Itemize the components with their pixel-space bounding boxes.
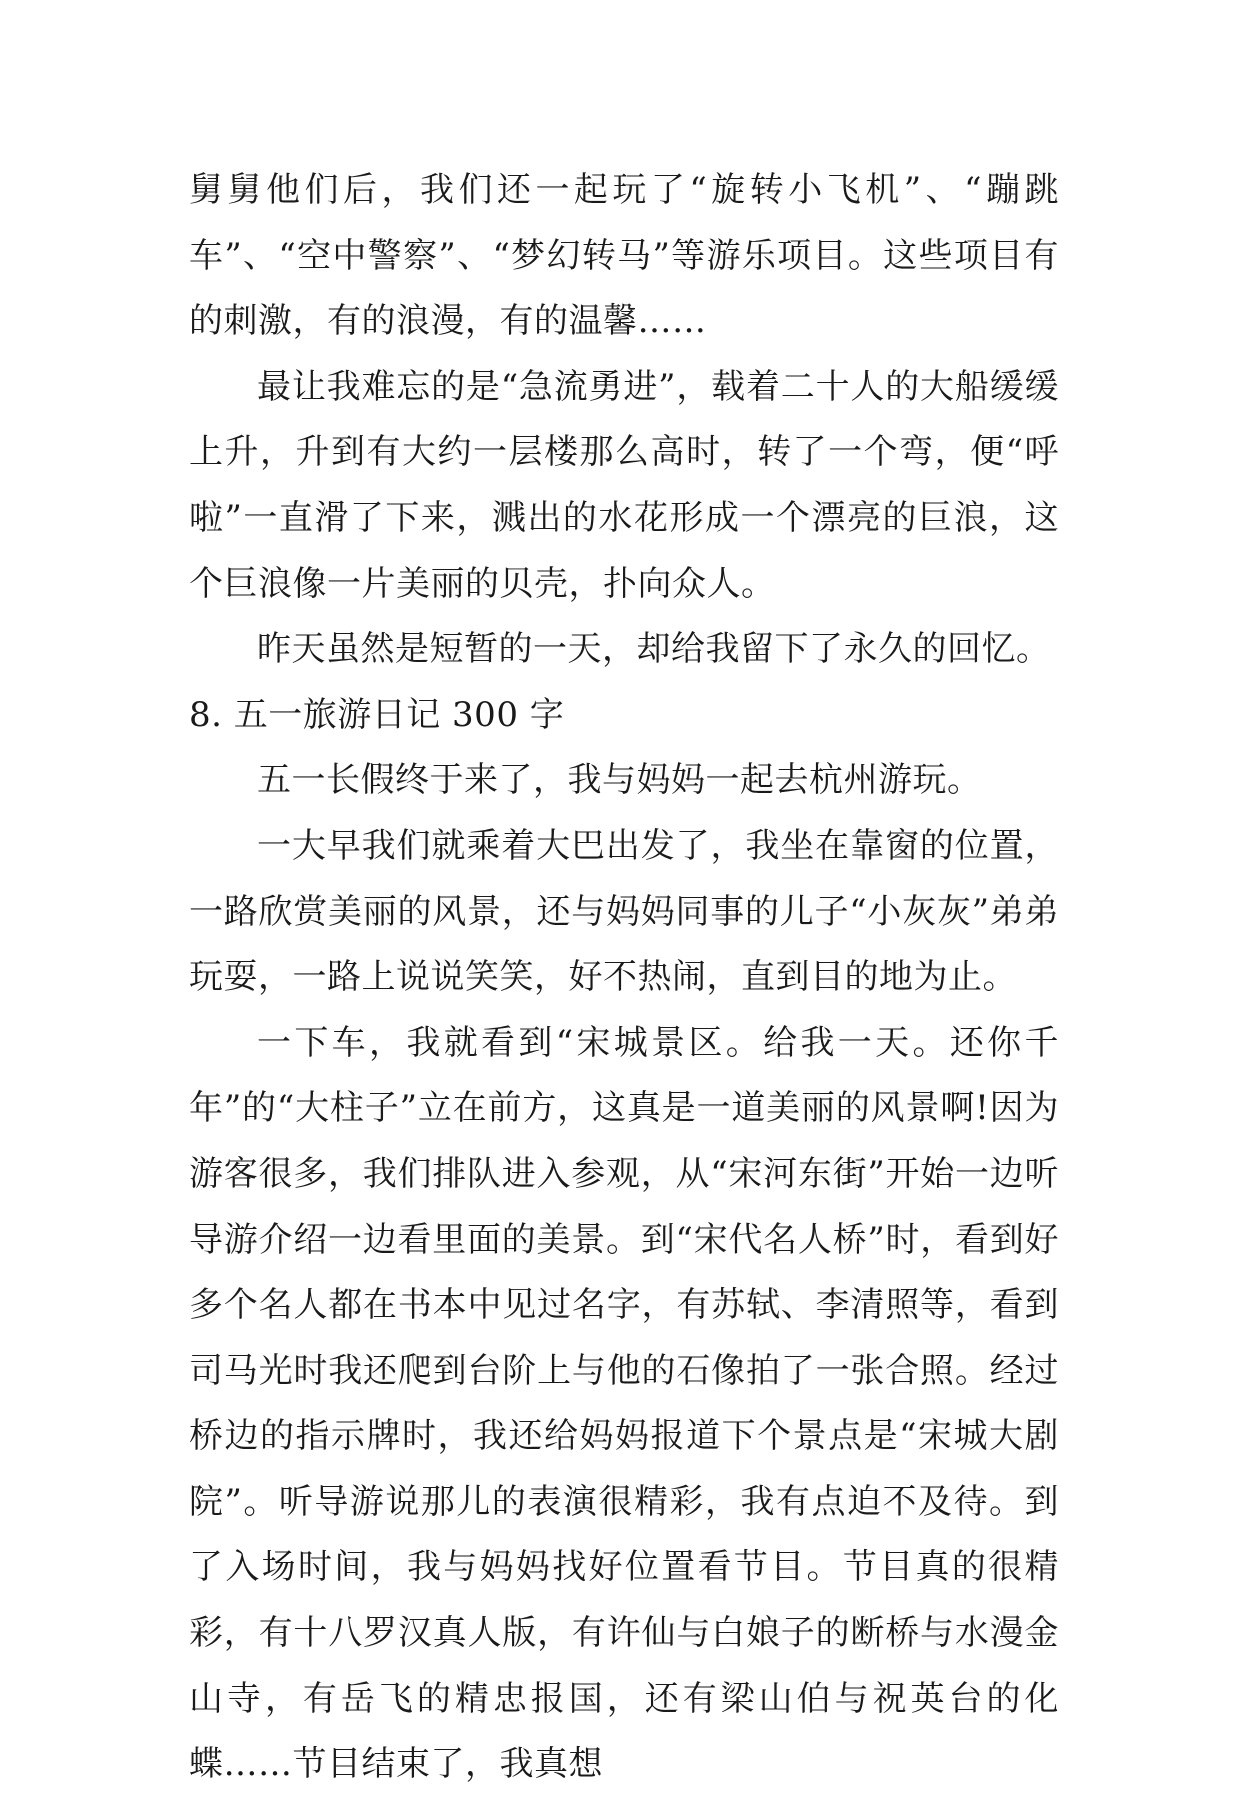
document-page bbox=[189, 158, 1059, 1798]
paragraph-holiday: 五一长假终于来了，我与妈妈一起去杭州游玩。 bbox=[257, 760, 982, 801]
paragraph-bus-trip: 一大早我们就乘着大巴出发了，我坐在靠窗的位置，一路欣赏美丽的风景，还与妈妈同事的儿子“小灰灰”弟弟玩耍，一路上说说笑笑，好不热闹，直到目的地为止。 bbox=[189, 825, 1059, 998]
paragraph-memory: 昨天虽然是短暂的一天，却给我留下了永久的回忆。 bbox=[257, 629, 1051, 670]
section-heading: 8. 五一旅游日记 300 字 bbox=[189, 694, 565, 735]
paragraph-rapids: 最让我难忘的是“急流勇进”，载着二十人的大船缓缓上升，升到有大约一层楼那么高时，转了一个弯，便“呼啦”一直滑了下来，溅出的水花形成一个漂亮的巨浪，这个巨浪像一片美丽的贝壳，扑向众人。 bbox=[189, 366, 1059, 604]
paragraph-songcheng: 一下车，我就看到“宋城景区。给我一天。还你千年”的“大柱子”立在前方，这真是一道美丽的风景啊!因为游客很多，我们排队进入参观，从“宋河东街”开始一边听导游介绍一边看里面的美景。到“宋代名人桥”时，看到好多个名人都在书本中见过名字，有苏轼、李清照等，看到司马光时我还爬到台阶上与他的石像拍了一张合照。经过桥边的指示牌时，我还给妈妈报道下个景点是“宋城大剧院”。听导游说那儿的表演很精彩，我有点迫不及待。到了入场时间，我与妈妈找好位置看节目。节目真的很精彩，有十八罗汉真人版，有许仙与白娘子的断桥与水漫金山寺，有岳飞的精忠报国，还有梁山伯与祝英台的化蝶……节目结束了，我真想 bbox=[189, 1022, 1059, 1785]
paragraph-continued: 舅舅他们后，我们还一起玩了“旋转小飞机”、“蹦跳车”、“空中警察”、“梦幻转马”等游乐项目。这些项目有的刺激，有的浪漫，有的温馨…… bbox=[189, 170, 1059, 342]
